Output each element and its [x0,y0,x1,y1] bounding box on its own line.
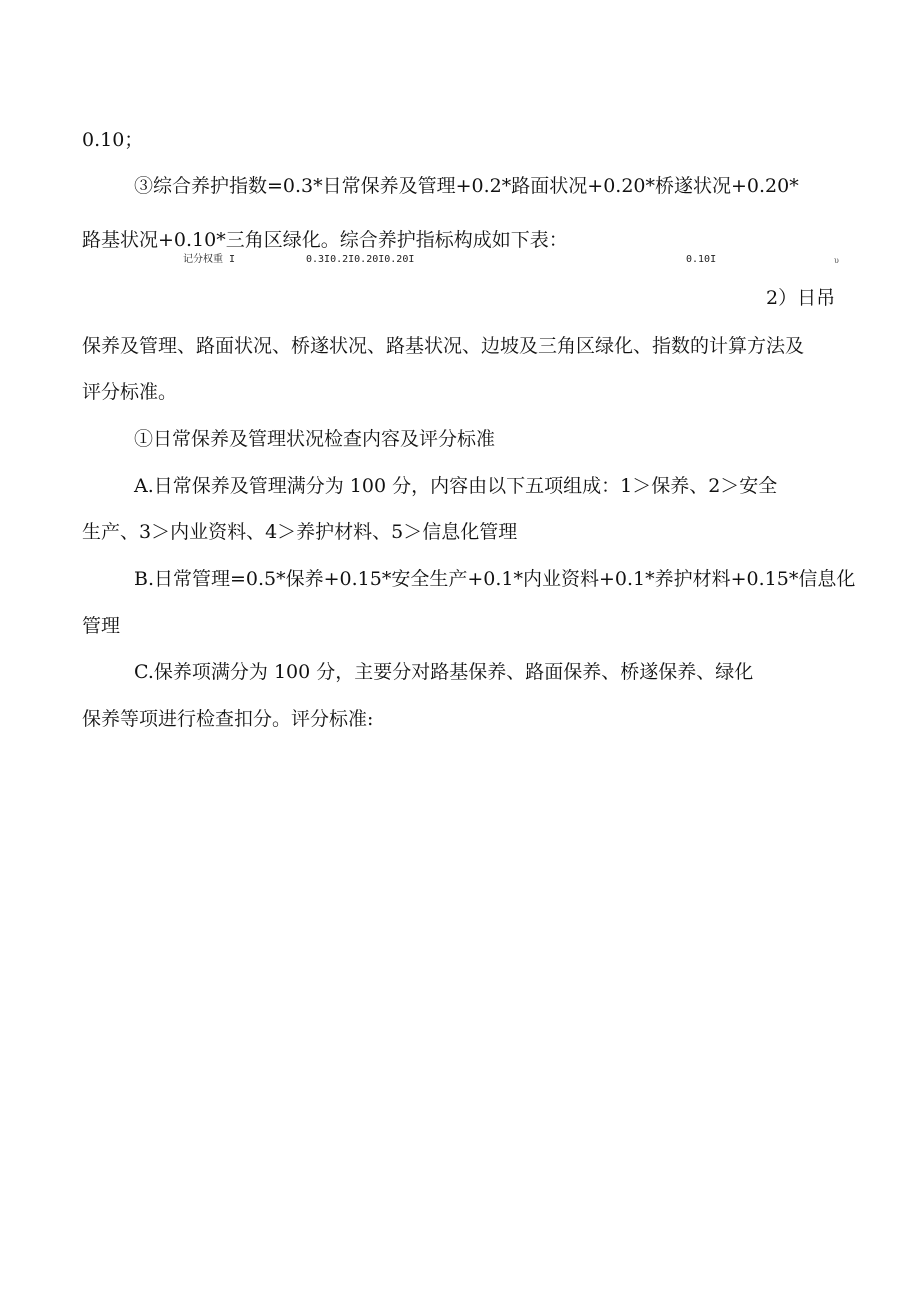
weight-table-values: 0.3I0.2I0.20I0.20I [306,254,415,265]
text-line-6: 评分标准。 [82,381,178,403]
text-line-7: ①日常保养及管理状况检查内容及评分标准 [134,428,496,450]
text-line-3: 路基状况+0.10*三角区绿化。综合养护指标构成如下表： [82,229,568,251]
text-line-8: A.日常保养及管理满分为 100 分，内容由以下五项组成：1＞保养、2＞安全 [134,475,778,497]
text-line-13: 保养等项进行检查扣分。评分标准: [82,708,374,730]
text-line-2: ③综合养护指数=0.3*日常保养及管理+0.2*路面状况+0.20*桥遂状况+0.20* [134,175,799,197]
weight-table-label: 记分权重 I [183,254,236,265]
text-line-11: 管理 [82,615,121,637]
weight-table-last-value: 0.10I [686,254,717,265]
text-line-10: B.日常管理=0.5*保养+0.15*安全生产+0.1*内业资料+0.1*养护材料+0.15*信息化 [134,568,856,590]
scan-mark: υ [834,256,839,265]
text-line-1: 0.10； [82,129,144,151]
text-line-12: C.保养项满分为 100 分，主要分对路基保养、路面保养、桥遂保养、绿化 [134,661,754,683]
text-line-9: 生产、3＞内业资料、4＞养护材料、5＞信息化管理 [82,521,518,543]
text-line-4: 2）日吊 [766,287,836,309]
text-line-5: 保养及管理、路面状况、桥遂状况、路基状况、边坡及三角区绿化、指数的计算方法及 [82,335,805,357]
